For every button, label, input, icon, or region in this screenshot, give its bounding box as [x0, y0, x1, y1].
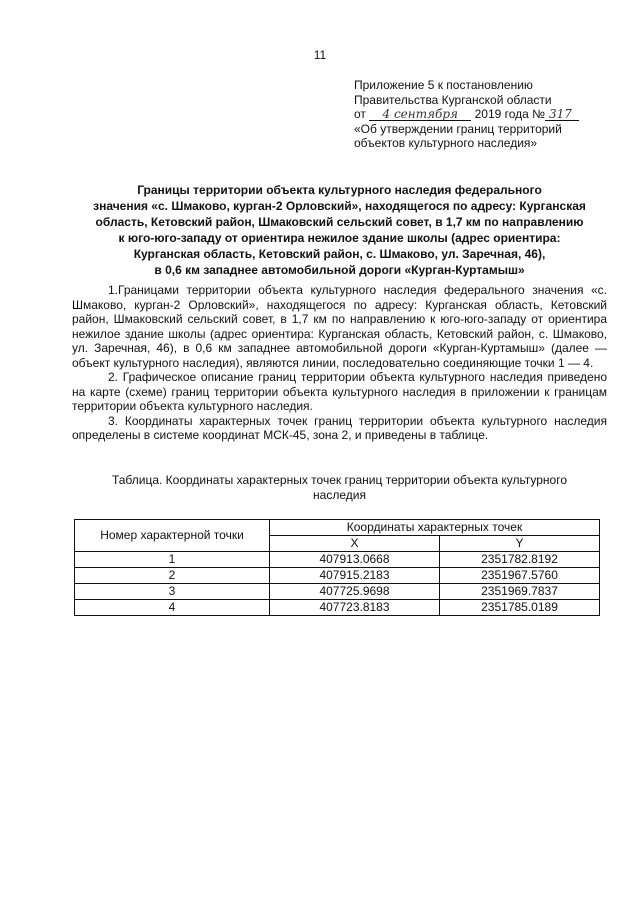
- coord-y: 2351785.0189: [440, 600, 600, 616]
- appendix-line-1: Приложение 5 к постановлению: [354, 78, 533, 92]
- appendix-block: [354, 78, 624, 151]
- header-y: Y: [440, 536, 600, 552]
- coord-x: 407915.2183: [270, 568, 440, 584]
- title-line: в 0,6 км западнее автомобильной дороги «Курган-Куртамыш»: [154, 263, 525, 277]
- year-text: 2019 года №: [474, 107, 546, 121]
- point-number: 3: [75, 584, 270, 600]
- coordinates-table: [74, 519, 600, 616]
- coord-y: 2351967.5760: [440, 568, 600, 584]
- handwritten-number: 317: [545, 108, 579, 121]
- appendix-date-line: [354, 107, 624, 122]
- document-body: [72, 283, 607, 443]
- paragraph-boundaries: 1.Границами территории объекта культурного наследия федерального значения «с. Шмаково, курган-2 Орловский», находящегося по адресу: Курганская область, Кетовский район, Шмаковский сельский совет, в 1,7 км по направлению к юго-юго-западу от ориентира нежилое здание школы (адрес ориентира: Курганская область, Кетовский район, с. Шмаково, ул. Заречная, 46), в 0,6 км западнее автомобильной дороги «Курган-Куртамыш» (далее — объект культурного наследия), являются линии, последовательно соединяющие точки 1 — 4.: [72, 283, 607, 370]
- coord-y: 2351782.8192: [440, 552, 600, 568]
- table-row: [75, 552, 600, 568]
- appendix-line-5: объектов культурного наследия»: [354, 136, 538, 150]
- appendix-line-2: Правительства Курганской области: [354, 92, 552, 107]
- title-line: область, Кетовский район, Шмаковский сельский совет, в 1,7 км по направлению: [95, 215, 584, 229]
- paragraph-coordinates: 3. Координаты характерных точек границ территории объекта культурного наследия определены в системе координат МСК-45, зона 2, и приведены в таблице.: [72, 413, 607, 442]
- handwritten-date: 4 сентября: [369, 108, 471, 121]
- coord-y: 2351969.7837: [440, 584, 600, 600]
- table-caption-line: наследия: [313, 488, 366, 502]
- header-x: X: [270, 536, 440, 552]
- title-line: к юго-юго-западу от ориентира нежилое здание школы (адрес ориентира:: [118, 231, 561, 245]
- appendix-line-4: «Об утверждении границ территорий: [354, 121, 562, 136]
- header-coordinates: Координаты характерных точек: [270, 520, 600, 536]
- title-line: значения «с. Шмаково, курган-2 Орловский», находящегося по адресу: Курганская: [93, 199, 586, 213]
- coord-x: 407913.0668: [270, 552, 440, 568]
- table-row: [75, 584, 600, 600]
- page-number: 11: [313, 48, 327, 62]
- title-line: Курганская область, Кетовский район, с. Шмаково, ул. Заречная, 46),: [133, 247, 546, 261]
- document-title: [72, 182, 607, 278]
- from-label: от: [354, 107, 366, 121]
- point-number: 1: [75, 552, 270, 568]
- coord-x: 407725.9698: [270, 584, 440, 600]
- table-caption: [72, 473, 607, 503]
- table-caption-line: Таблица. Координаты характерных точек границ территории объекта культурного: [111, 473, 568, 487]
- table-row: [75, 568, 600, 584]
- coord-x: 407723.8183: [270, 600, 440, 616]
- table-row: [75, 600, 600, 616]
- point-number: 2: [75, 568, 270, 584]
- paragraph-graphic-description: 2. Графическое описание границ территории объекта культурного наследия приведено на карте (схеме) границ территории объекта культурного наследия в приложении к границам территории объекта культурного наследия.: [72, 370, 607, 413]
- point-number: 4: [75, 600, 270, 616]
- title-line: Границы территории объекта культурного наследия федерального: [137, 183, 542, 197]
- header-point-number: Номер характерной точки: [75, 520, 270, 552]
